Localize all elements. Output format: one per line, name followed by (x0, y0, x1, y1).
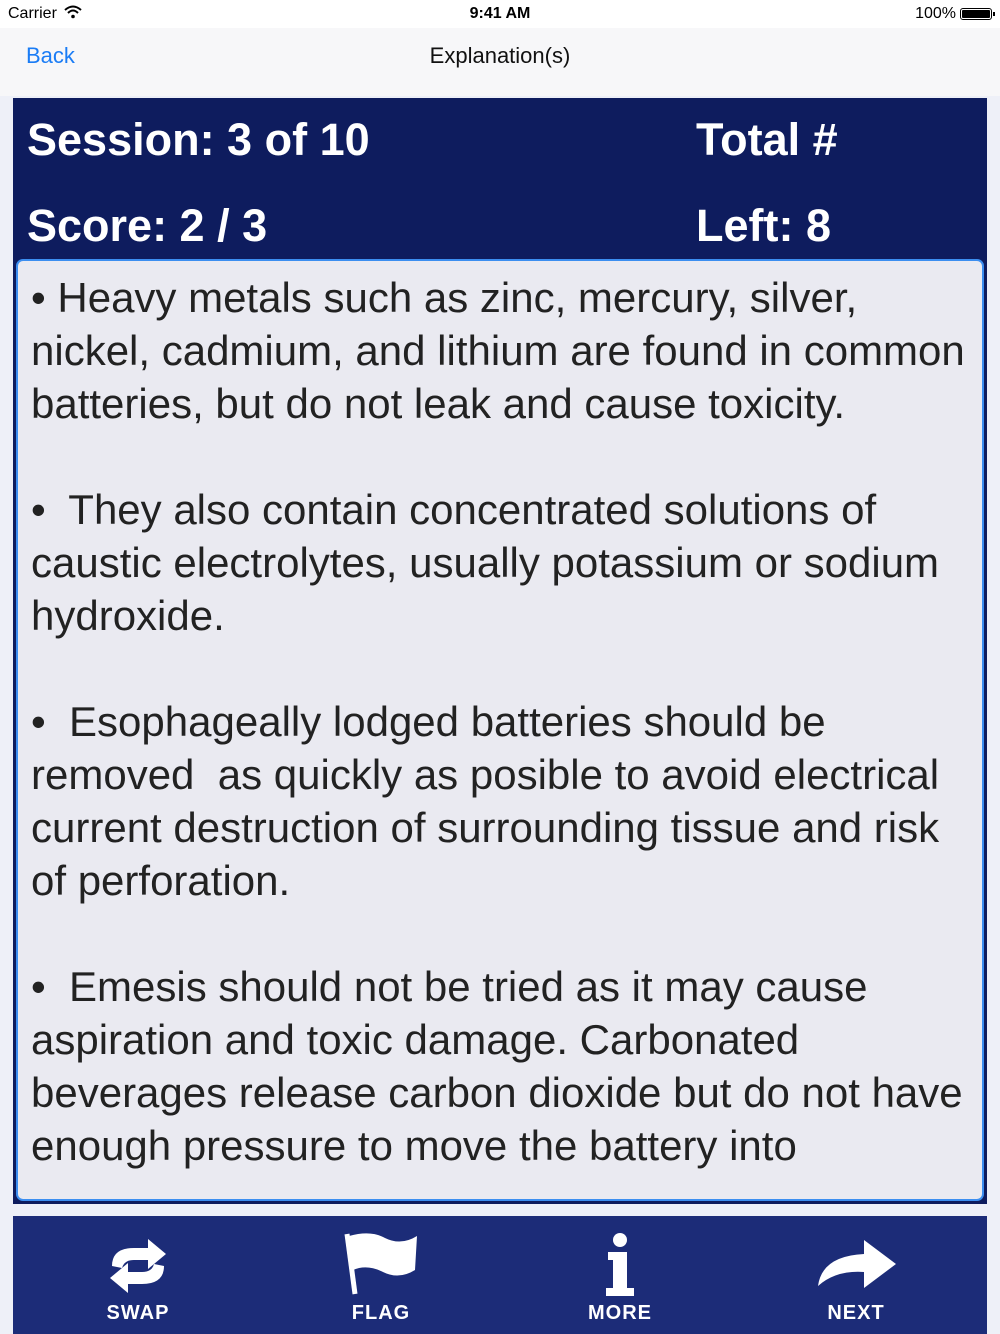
next-button[interactable] (781, 1216, 931, 1334)
flag-label: FLAG (351, 1302, 411, 1324)
battery-percent: 100% (915, 5, 956, 22)
carrier-label: Carrier (8, 5, 57, 22)
explanation-paragraph: • They also contain concentrated solutions of caustic electrolytes, usually potassium or sodium hydroxide. (31, 486, 951, 639)
session-counter: Session: 3 of 10 (27, 114, 370, 165)
more-button[interactable] (545, 1216, 695, 1334)
bottom-toolbar (13, 1216, 987, 1334)
status-time: 9:41 AM (469, 5, 531, 22)
left-counter: Left: 8 (696, 200, 831, 251)
navigation-bar (0, 28, 1000, 96)
page-title: Explanation(s) (429, 43, 571, 68)
next-label: NEXT (827, 1302, 885, 1324)
session-header (13, 98, 987, 258)
explanation-paragraph: • Emesis should not be tried as it may cause aspiration and toxic damage. Carbonated beverages release carbon dioxide but do not have enough pressure to move the battery into (31, 963, 975, 1169)
swap-icon (102, 1236, 174, 1296)
explanation-paragraph: • Heavy metals such as zinc, mercury, silver, nickel, cadmium, and lithium are found in common batteries, but do not leak and cause toxicity. (31, 274, 977, 427)
explanation-panel (13, 256, 987, 1204)
score-counter: Score: 2 / 3 (27, 200, 268, 251)
info-icon (600, 1232, 640, 1298)
swap-label: SWAP (106, 1302, 170, 1324)
battery-icon (960, 8, 992, 20)
explanation-text-view[interactable] (16, 259, 984, 1201)
arrow-right-icon (814, 1236, 898, 1292)
more-label: MORE (588, 1302, 652, 1324)
status-bar (0, 0, 1000, 28)
total-label: Total # (696, 114, 838, 165)
swap-button[interactable] (63, 1216, 213, 1334)
flag-button[interactable] (306, 1216, 456, 1334)
flag-icon (341, 1230, 421, 1296)
back-button[interactable]: Back (26, 43, 75, 68)
explanation-paragraph: • Esophageally lodged batteries should be removed as quickly as posible to avoid electrical current destruction of surrounding tissue and risk of perforation. (31, 698, 951, 904)
